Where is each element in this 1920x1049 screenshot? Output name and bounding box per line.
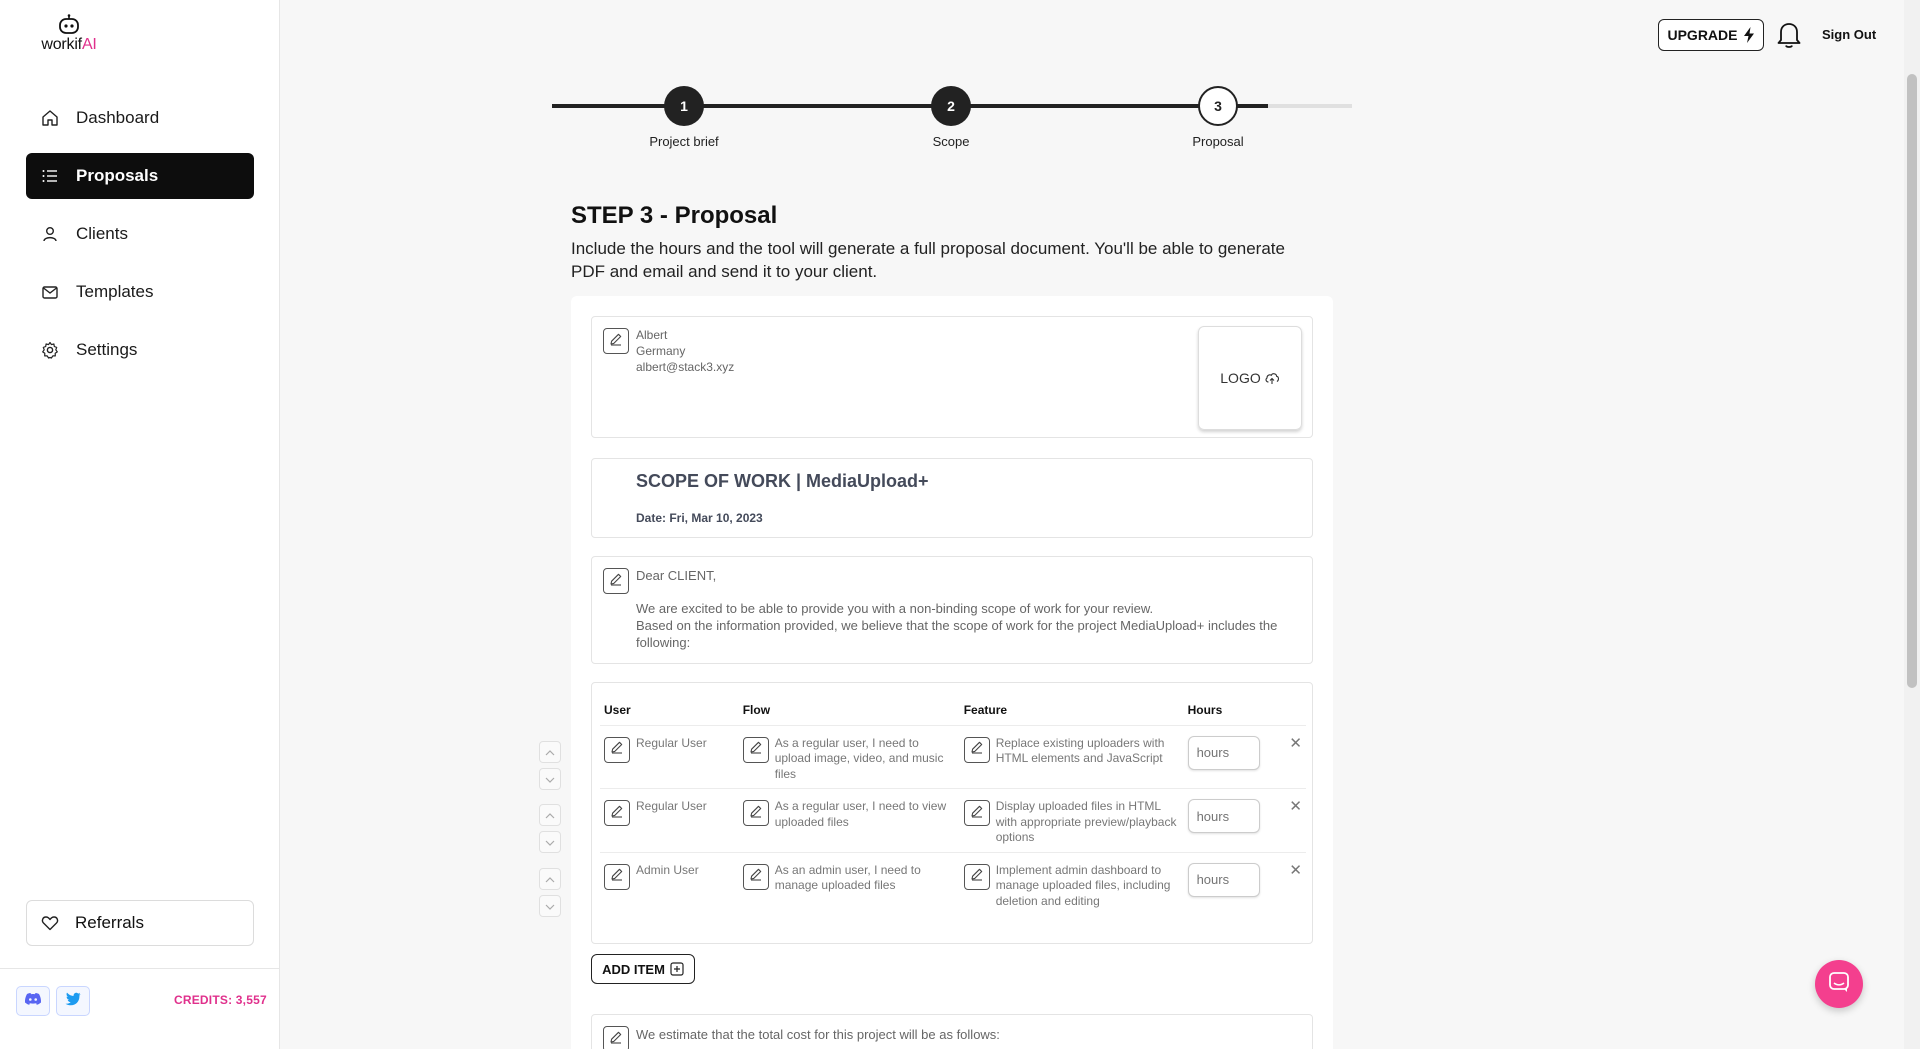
scope-date: Date: Fri, Mar 10, 2023 <box>636 511 763 525</box>
edit-flow-button[interactable] <box>743 737 769 763</box>
chevron-up-icon <box>545 806 555 824</box>
row-user: Regular User <box>636 799 707 813</box>
bell-icon <box>1775 37 1803 54</box>
edit-feature-button[interactable] <box>964 800 990 826</box>
upgrade-button[interactable] <box>1658 19 1764 51</box>
chevron-down-icon <box>545 833 555 851</box>
credits-counter: CREDITS: 3,557 <box>174 993 267 1007</box>
page-scrollbar[interactable] <box>1904 0 1920 1049</box>
scope-items-table <box>600 695 1306 928</box>
delete-row-icon[interactable]: ✕ <box>1289 734 1302 752</box>
sidebar-item-clients[interactable] <box>26 211 254 257</box>
sidebar-item-label: Clients <box>76 224 128 243</box>
referrals-label: Referrals <box>75 913 144 932</box>
hours-input[interactable] <box>1188 863 1260 897</box>
step-number: 3 <box>1198 86 1238 126</box>
app-logo[interactable] <box>34 14 104 54</box>
scope-items-box <box>591 682 1313 944</box>
step-scope[interactable] <box>891 86 1011 149</box>
step-label: Proposal <box>1192 134 1244 149</box>
chat-support-button[interactable] <box>1815 960 1863 1008</box>
sidebar-item-label: Dashboard <box>76 108 160 127</box>
move-up-button[interactable] <box>539 804 561 826</box>
add-item-label: ADD ITEM <box>602 961 665 977</box>
brand-name: workifAI <box>41 36 97 53</box>
mail-icon <box>40 282 60 302</box>
row-flow: As an admin user, I need to manage uploaded files <box>774 862 921 892</box>
letter-line-2: Based on the information provided, we believe that the scope of work for the project MediaUpload+ includes the following: <box>636 618 1278 650</box>
chevron-up-icon <box>545 870 555 888</box>
move-down-button[interactable] <box>539 895 561 917</box>
sidebar-item-proposals[interactable] <box>26 153 254 199</box>
twitter-button[interactable] <box>56 986 90 1016</box>
logo-upload-button[interactable] <box>1198 326 1302 430</box>
chevron-down-icon <box>545 897 555 915</box>
estimate-box <box>591 1014 1313 1049</box>
estimate-text: We estimate that the total cost for this project will be as follows: <box>636 1027 1000 1042</box>
row-flow: As a regular user, I need to upload image, video, and music files <box>774 735 944 781</box>
move-up-button[interactable] <box>539 868 561 890</box>
discord-icon <box>24 992 42 1011</box>
notifications-button[interactable] <box>1775 20 1803 50</box>
edit-flow-button[interactable] <box>743 864 769 890</box>
add-item-button[interactable] <box>591 954 695 984</box>
stepper-remaining-line <box>1268 104 1352 108</box>
row-reorder-controls <box>539 804 563 858</box>
sender-details <box>636 327 734 375</box>
upgrade-label: UPGRADE <box>1667 27 1738 43</box>
heart-icon <box>41 914 59 932</box>
letter-line-1: We are excited to be able to provide you with a non-binding scope of work for your review. <box>636 601 1154 616</box>
sender-email: albert@stack3.xyz <box>636 360 735 374</box>
edit-estimate-button[interactable] <box>603 1026 629 1049</box>
sender-info-box <box>591 316 1313 438</box>
row-feature: Display uploaded files in HTML with appropriate preview/playback options <box>995 799 1177 844</box>
row-user: Admin User <box>636 862 699 877</box>
sender-country: Germany <box>636 344 686 358</box>
col-header-hours: Hours <box>1187 702 1223 717</box>
home-icon <box>40 108 60 128</box>
sidebar-item-label: Settings <box>76 340 138 359</box>
edit-sender-button[interactable] <box>603 328 629 354</box>
edit-user-button[interactable] <box>604 800 630 826</box>
sign-out-link[interactable]: Sign Out <box>1822 27 1877 42</box>
delete-row-icon[interactable]: ✕ <box>1289 861 1302 879</box>
pencil-icon <box>609 572 623 591</box>
edit-flow-button[interactable] <box>743 800 769 826</box>
cloud-upload-icon <box>1264 371 1280 385</box>
logo-label: LOGO <box>1220 370 1261 386</box>
col-header-user: User <box>604 702 631 717</box>
step-project-brief[interactable] <box>624 86 744 149</box>
pencil-icon <box>970 740 984 759</box>
lightning-icon <box>1743 27 1755 43</box>
pencil-icon <box>749 740 763 759</box>
row-feature: Replace existing uploaders with HTML elements and JavaScript <box>995 735 1165 765</box>
discord-button[interactable] <box>16 986 50 1016</box>
step-number: 1 <box>664 86 704 126</box>
pencil-icon <box>749 804 763 823</box>
edit-user-button[interactable] <box>604 864 630 890</box>
sidebar-item-settings[interactable] <box>26 327 254 373</box>
table-row <box>600 725 1306 789</box>
user-icon <box>40 224 60 244</box>
sidebar <box>0 0 280 1049</box>
delete-row-icon[interactable]: ✕ <box>1289 798 1302 815</box>
pencil-icon <box>970 867 984 886</box>
step-number: 2 <box>931 86 971 126</box>
plus-square-icon <box>670 962 684 976</box>
move-down-button[interactable] <box>539 768 561 790</box>
col-header-feature: Feature <box>963 702 1008 717</box>
row-flow: As a regular user, I need to view uploaded files <box>774 799 947 829</box>
sidebar-item-label: Proposals <box>76 166 159 185</box>
pencil-icon <box>609 1030 623 1049</box>
row-reorder-controls <box>539 741 563 795</box>
list-icon <box>40 166 60 186</box>
edit-letter-button[interactable] <box>603 568 629 594</box>
sidebar-nav <box>26 95 254 385</box>
robot-icon <box>57 14 81 34</box>
chevron-up-icon <box>545 743 555 761</box>
chevron-down-icon <box>545 770 555 788</box>
sidebar-divider <box>0 968 280 969</box>
page-description: Include the hours and the tool will generate a full proposal document. You'll be able to generate PDF and email and send it to your client. <box>571 239 1285 281</box>
referrals-button[interactable] <box>26 900 254 946</box>
proposal-document <box>571 296 1333 1049</box>
intro-letter-text <box>636 567 1296 651</box>
progress-stepper <box>552 86 1352 156</box>
step-label: Scope <box>932 134 970 149</box>
hours-input[interactable] <box>1188 799 1260 833</box>
table-header-row <box>600 695 1306 725</box>
table-row <box>600 789 1306 853</box>
scope-title: SCOPE OF WORK | MediaUpload+ <box>636 471 929 491</box>
sidebar-item-dashboard[interactable] <box>26 95 254 141</box>
row-reorder-controls <box>539 868 563 922</box>
pencil-icon <box>610 867 624 886</box>
chat-icon <box>1828 971 1850 998</box>
move-up-button[interactable] <box>539 741 561 763</box>
col-header-actions <box>1271 695 1306 725</box>
scope-header-box <box>591 458 1313 538</box>
intro-letter-box <box>591 556 1313 664</box>
edit-feature-button[interactable] <box>964 864 990 890</box>
pencil-icon <box>610 740 624 759</box>
page-title: STEP 3 - Proposal <box>571 202 778 229</box>
scrollbar-thumb[interactable] <box>1907 74 1917 688</box>
pencil-icon <box>609 332 623 351</box>
step-proposal[interactable] <box>1158 86 1278 149</box>
hours-input[interactable] <box>1188 736 1260 770</box>
pencil-icon <box>970 804 984 823</box>
row-feature: Implement admin dashboard to manage uploaded files, including deletion and editing <box>995 862 1171 908</box>
pencil-icon <box>749 867 763 886</box>
step-label: Project brief <box>649 134 719 149</box>
letter-greeting: Dear CLIENT, <box>636 568 717 583</box>
edit-user-button[interactable] <box>604 737 630 763</box>
twitter-icon <box>65 992 81 1011</box>
gear-icon <box>40 340 60 360</box>
move-down-button[interactable] <box>539 831 561 853</box>
sidebar-item-templates[interactable] <box>26 269 254 315</box>
sidebar-item-label: Templates <box>76 282 154 301</box>
table-row <box>600 852 1306 928</box>
col-header-flow: Flow <box>742 702 771 717</box>
sender-name: Albert <box>636 328 668 342</box>
edit-feature-button[interactable] <box>964 737 990 763</box>
row-user: Regular User <box>636 735 707 750</box>
pencil-icon <box>610 804 624 823</box>
